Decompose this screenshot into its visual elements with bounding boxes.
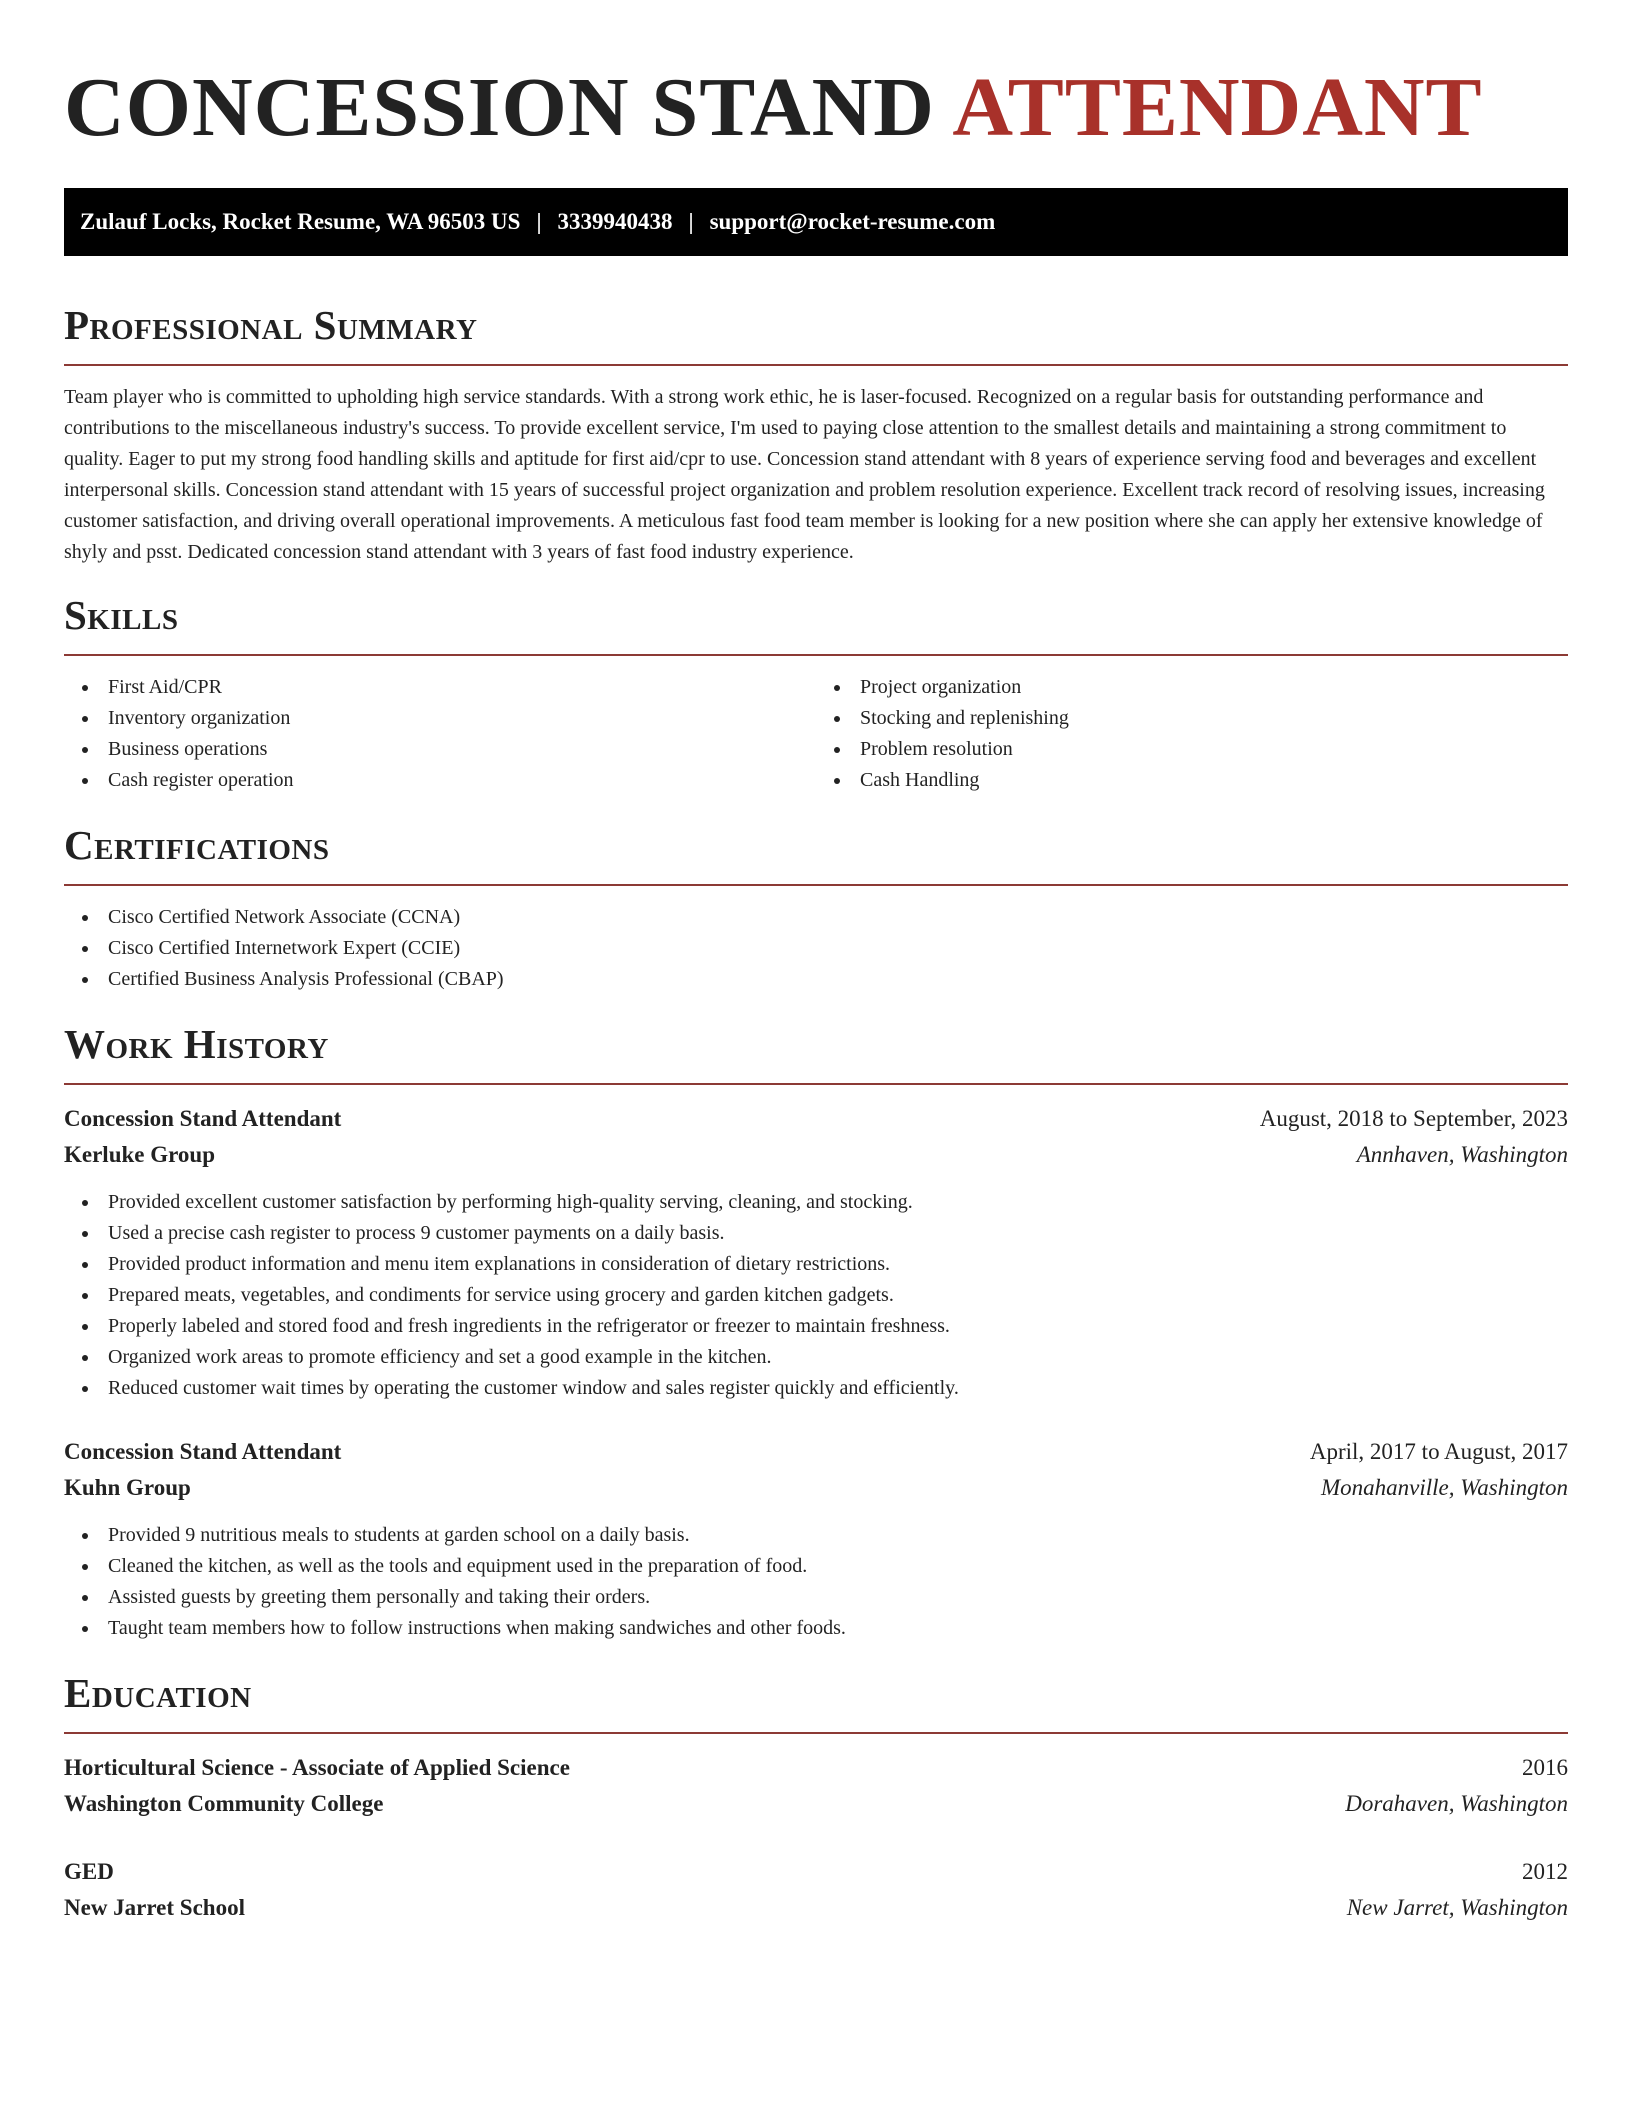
job-entry (64, 1434, 1568, 1644)
job-bullet: Properly labeled and stored food and fresh ingredients in the refrigerator or freezer to maintain freshness. (64, 1311, 1568, 1342)
job-location: Monahanville, Washington (1320, 1475, 1568, 1500)
certification-item: Certified Business Analysis Professional (CBAP) (64, 964, 1568, 995)
skill-item: First Aid/CPR (64, 672, 816, 703)
job-company: Kuhn Group (64, 1475, 191, 1500)
job-bullet: Provided 9 nutritious meals to students at garden school on a daily basis. (64, 1520, 1568, 1551)
education-degree-row (64, 1854, 1568, 1890)
job-bullet: Reduced customer wait times by operating the customer window and sales register quickly and efficiently. (64, 1373, 1568, 1404)
job-dates: August, 2018 to September, 2023 (1259, 1106, 1568, 1131)
contact-separator: | (688, 209, 694, 234)
contact-separator: | (536, 209, 542, 234)
section-divider (64, 884, 1568, 886)
education-degree: GED (64, 1859, 114, 1884)
skill-item: Cash Handling (816, 765, 1568, 796)
job-title: Concession Stand Attendant (64, 1439, 342, 1464)
education-year: 2012 (1522, 1859, 1568, 1884)
job-bullet: Taught team members how to follow instructions when making sandwiches and other foods. (64, 1613, 1568, 1644)
title-role: CONCESSION STAND (64, 61, 935, 154)
certification-item: Cisco Certified Internetwork Expert (CCIE) (64, 933, 1568, 964)
skill-item: Stocking and replenishing (816, 703, 1568, 734)
job-bullet: Assisted guests by greeting them personally and taking their orders. (64, 1582, 1568, 1613)
job-header-row (64, 1434, 1568, 1470)
job-location: Annhaven, Washington (1356, 1142, 1568, 1167)
summary-section (64, 300, 1568, 568)
education-entry (64, 1750, 1568, 1822)
job-bullet: Cleaned the kitchen, as well as the tools and equipment used in the preparation of food. (64, 1551, 1568, 1582)
education-school-row (64, 1786, 1568, 1822)
job-bullets (64, 1187, 1568, 1404)
section-divider (64, 1083, 1568, 1085)
skill-item: Problem resolution (816, 734, 1568, 765)
skills-list (64, 672, 1568, 796)
job-entry (64, 1101, 1568, 1404)
job-title: Concession Stand Attendant (64, 1106, 342, 1131)
skills-section (64, 590, 1568, 796)
job-header-row (64, 1101, 1568, 1137)
job-company: Kerluke Group (64, 1142, 216, 1167)
skills-column-left (64, 672, 816, 796)
work-history-heading: Work History (64, 1021, 329, 1067)
section-divider (64, 1732, 1568, 1734)
job-bullets (64, 1520, 1568, 1644)
work-history-section (64, 1019, 1568, 1644)
education-location: New Jarret, Washington (1346, 1895, 1568, 1920)
job-bullet: Organized work areas to promote efficiency and set a good example in the kitchen. (64, 1342, 1568, 1373)
section-divider (64, 364, 1568, 366)
resume-title (64, 56, 1568, 156)
job-bullet: Provided product information and menu item explanations in consideration of dietary restrictions. (64, 1249, 1568, 1280)
job-company-row (64, 1137, 1568, 1173)
job-bullet: Provided excellent customer satisfaction by performing high-quality serving, cleaning, and stocking. (64, 1187, 1568, 1218)
skills-heading: Skills (64, 592, 179, 638)
certifications-heading: Certifications (64, 822, 330, 868)
education-school-row (64, 1890, 1568, 1926)
job-bullet: Prepared meats, vegetables, and condiments for service using grocery and garden kitchen gadgets. (64, 1280, 1568, 1311)
education-school: Washington Community College (64, 1791, 384, 1816)
education-school: New Jarret School (64, 1895, 245, 1920)
skill-item: Business operations (64, 734, 816, 765)
contact-bar (64, 188, 1568, 256)
job-bullet: Used a precise cash register to process 9 customer payments on a daily basis. (64, 1218, 1568, 1249)
education-entry (64, 1854, 1568, 1926)
skill-item: Project organization (816, 672, 1568, 703)
title-role-accent: ATTENDANT (952, 61, 1483, 154)
education-location: Dorahaven, Washington (1345, 1791, 1568, 1816)
summary-heading: Professional Summary (64, 302, 478, 348)
job-dates: April, 2017 to August, 2017 (1309, 1439, 1568, 1464)
section-divider (64, 654, 1568, 656)
contact-address: Zulauf Locks, Rocket Resume, WA 96503 US (80, 209, 521, 234)
education-section (64, 1668, 1568, 1926)
skill-item: Inventory organization (64, 703, 816, 734)
education-degree-row (64, 1750, 1568, 1786)
education-heading: Education (64, 1670, 252, 1716)
education-year: 2016 (1522, 1755, 1568, 1780)
certifications-list (64, 902, 1568, 995)
contact-email[interactable]: support@rocket-resume.com (709, 209, 996, 234)
contact-phone[interactable]: 3339940438 (557, 209, 673, 234)
education-degree: Horticultural Science - Associate of Applied Science (64, 1755, 570, 1780)
skills-column-right (816, 672, 1568, 796)
certifications-section (64, 820, 1568, 995)
skill-item: Cash register operation (64, 765, 816, 796)
job-company-row (64, 1470, 1568, 1506)
certification-item: Cisco Certified Network Associate (CCNA) (64, 902, 1568, 933)
summary-text: Team player who is committed to upholding high service standards. With a strong work ethic, he is laser-focused. Recognized on a regular basis for outstanding performance and contributions to the miscellaneous industry's success. To provide excellent service, I'm used to paying close attention to the smallest details and maintaining a strong commitment to quality. Eager to put my strong food handling skills and aptitude for first aid/cpr to use. Concession stand attendant with 8 years of experience serving food and beverages and excellent interpersonal skills. Concession stand attendant with 15 years of successful project organization and problem resolution experience. Excellent track record of resolving issues, increasing customer satisfaction, and driving overall operational improvements. A meticulous fast food team member is looking for a new position where she can apply her extensive knowledge of shyly and psst. Dedicated concession stand attendant with 3 years of fast food industry experience. (64, 386, 1545, 563)
